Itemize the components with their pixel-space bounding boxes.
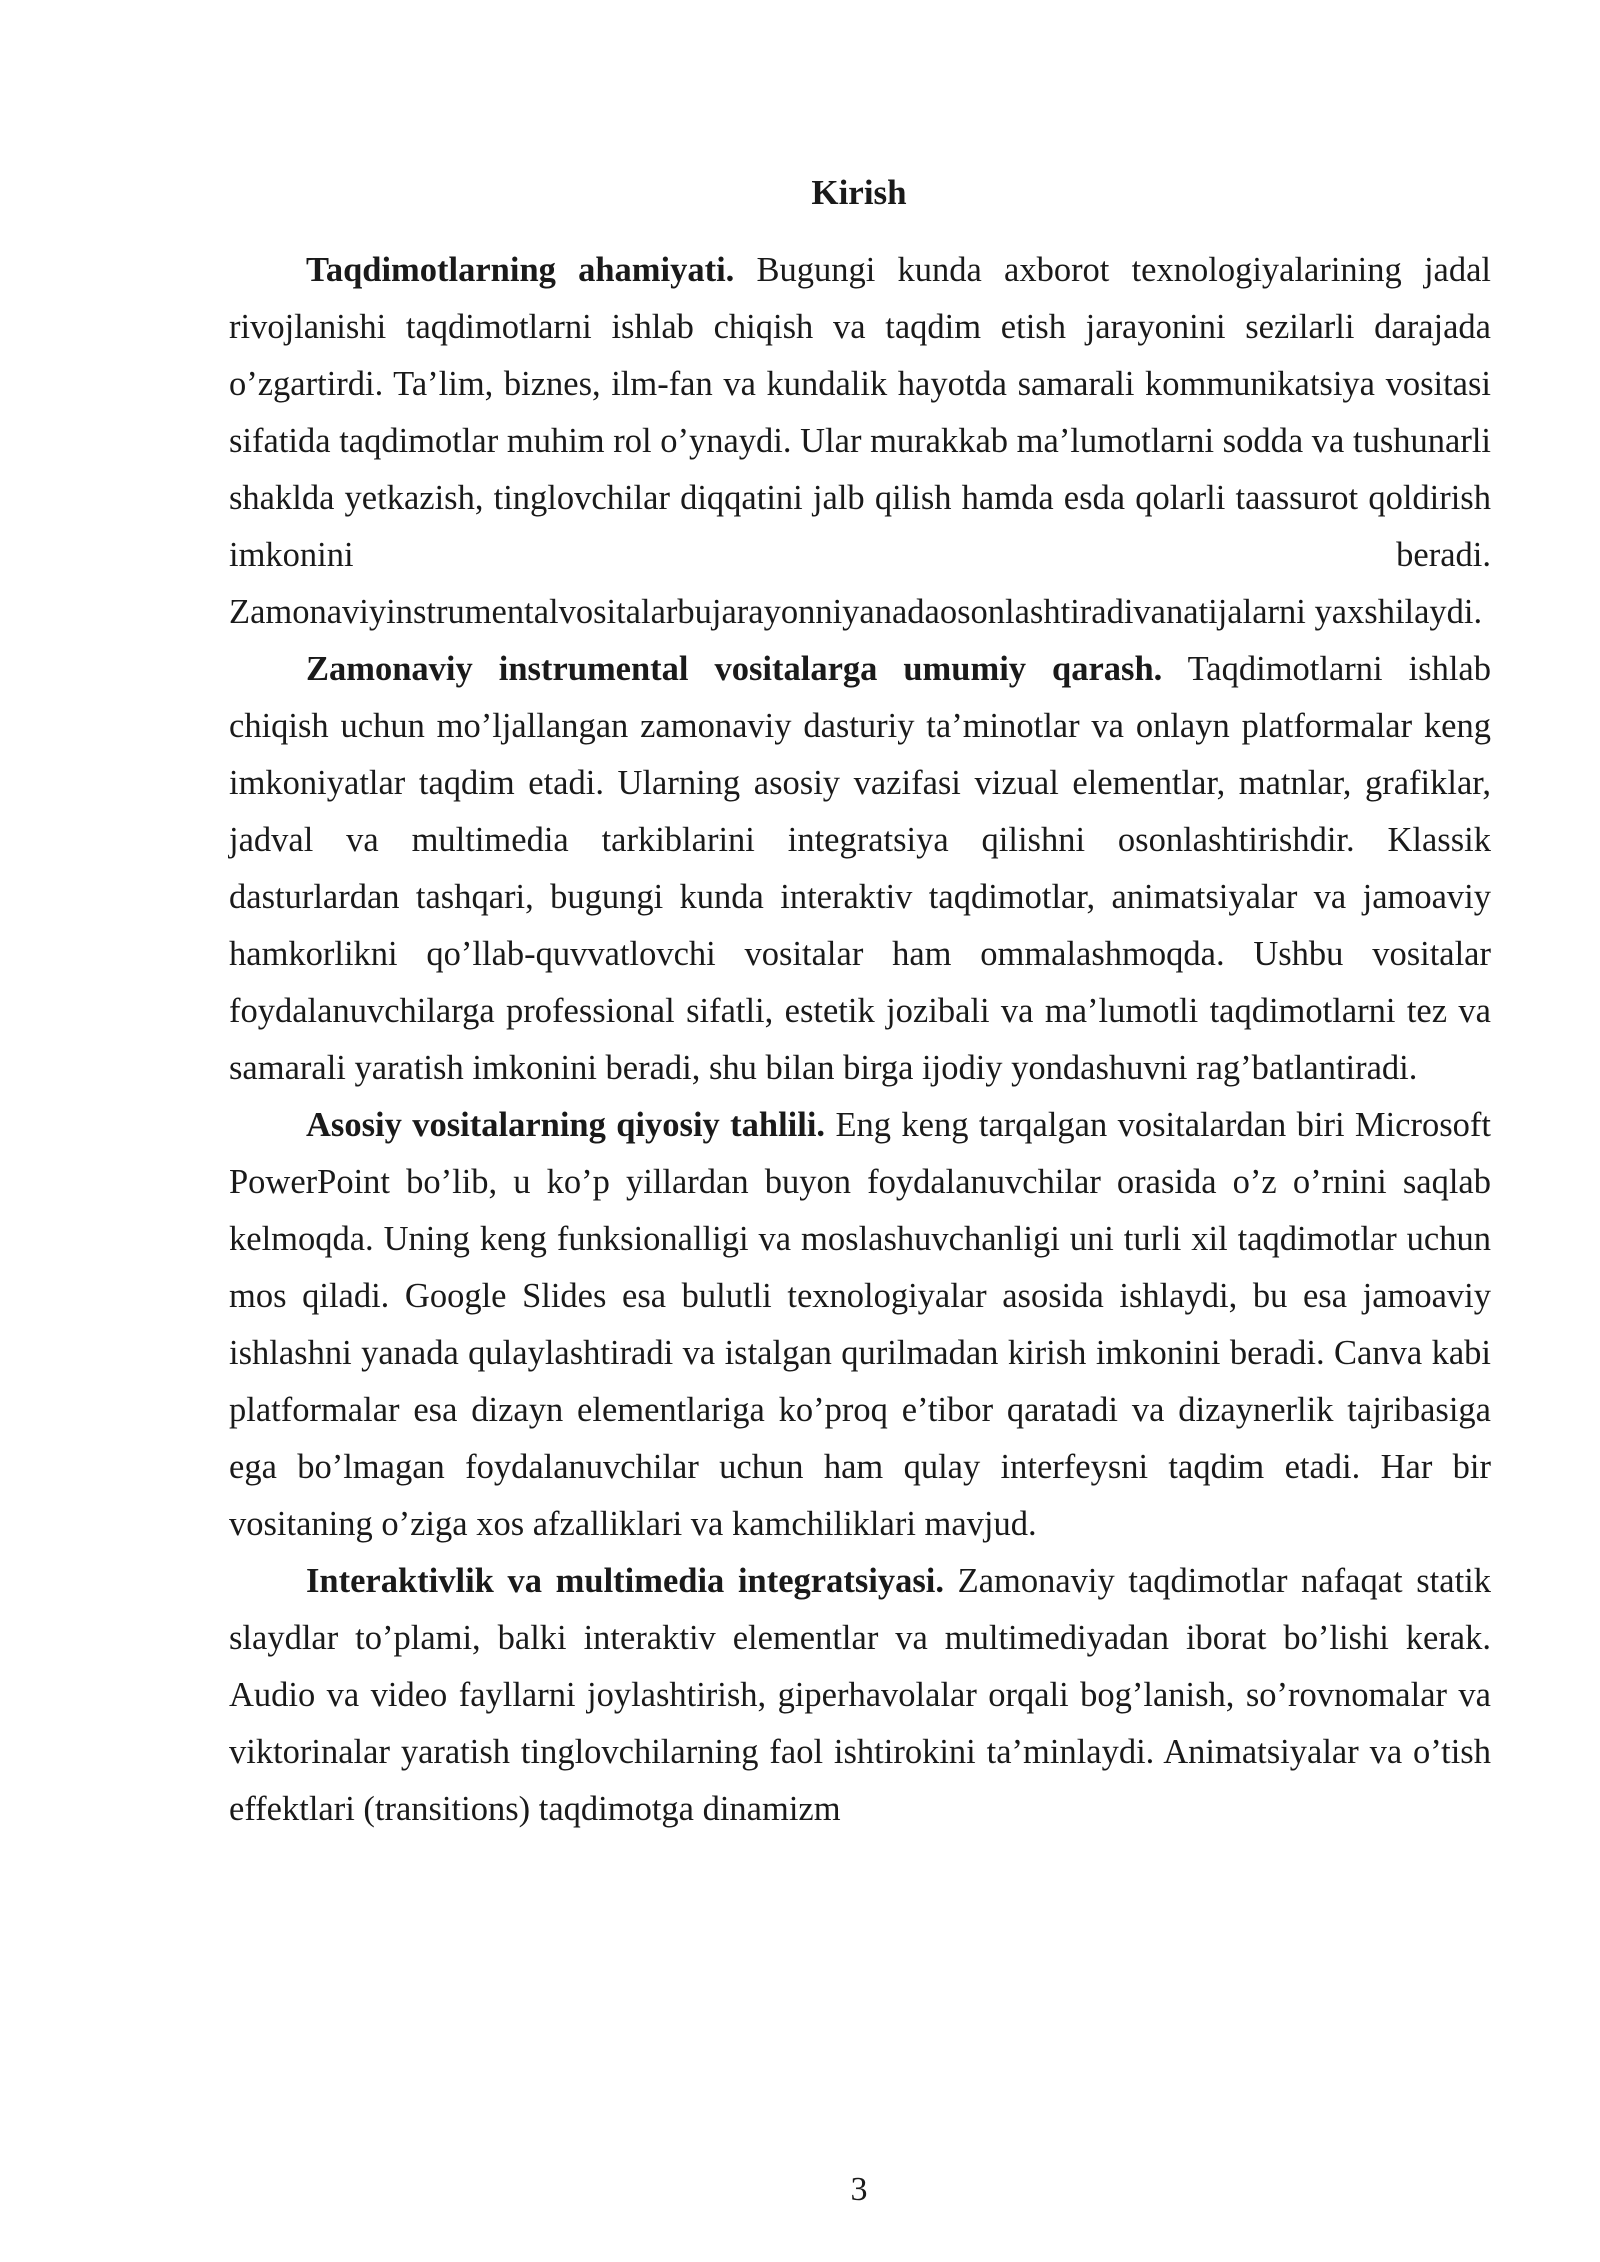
page-number: 3 xyxy=(850,2171,868,2208)
paragraph-umumiy-qarash xyxy=(229,641,1491,1097)
paragraph-body: Bugungi kunda axborot texnologiyalarining jadal rivojlanishi taqdimotlarni ishlab chiqish va taqdim etish jarayonini sezilarli darajada o’zgartirdi. Ta’lim, biznes, ilm-fan va kundalik hayotda samarali kommunikatsiya vositasi sifatida taqdimotlar muhim rol o’ynaydi. Ular murakkab ma’lumotlarni sodda va tushunarli shaklda yetkazish, tinglovchilar diqqatini jalb qilish hamda esda qolarli taassurot qoldirish imkonini beradi. Zamonaviyinstrumentalvositalarbujarayonniyanadaosonlashtiradivanatijalarni yaxshilaydi. xyxy=(229,251,1492,631)
paragraph-heading: Taqdimotlarning ahamiyati. xyxy=(306,251,735,289)
paragraph-body: Zamonaviy taqdimotlar nafaqat statik slaydlar to’plami, balki interaktiv elementlar va multimediyadan iborat bo’lishi kerak. Audio va video fayllarni joylashtirish, giperhavolalar orqali bog’lanish, so’rovnomalar va viktorinalar yaratish tinglovchilarning faol ishtirokini ta’minlaydi. Animatsiyalar va o’tish effektlari (transitions) taqdimotga dinamizm xyxy=(229,1562,1491,1828)
paragraph-body: Taqdimotlarni ishlab chiqish uchun mo’ljallangan zamonaviy dasturiy ta’minotlar va onlayn platformalar keng imkoniyatlar taqdim etadi. Ularning asosiy vazifasi vizual elementlar, matnlar, grafiklar, jadval va multimedia tarkiblarini integratsiya qilishni osonlashtirishdir. Klassik dasturlardan tashqari, bugungi kunda interaktiv taqdimotlar, animatsiyalar va jamoaviy hamkorlikni qo’llab-quvvatlovchi vositalar ham ommalashmoqda. Ushbu vositalar foydalanuvchilarga professional sifatli, estetik jozibali va ma’lumotli taqdimotlarni tez va samarali yaratish imkonini beradi, shu bilan birga ijodiy yondashuvni rag’batlantiradi. xyxy=(229,650,1491,1087)
body-text xyxy=(229,242,1491,1838)
paragraph-body: Eng keng tarqalgan vositalardan biri Microsoft PowerPoint bo’lib, u ko’p yillardan buyon foydalanuvchilar orasida o’z o’rnini saqlab kelmoqda. Uning keng funksionalligi va moslashuvchanligi uni turli xil taqdimotlar uchun mos qiladi. Google Slides esa bulutli texnologiyalar asosida ishlaydi, bu esa jamoaviy ishlashni yanada qulaylashtiradi va istalgan qurilmadan kirish imkonini beradi. Canva kabi platformalar esa dizayn elementlariga ko’proq e’tibor qaratadi va dizaynerlik tajribasiga ega bo’lmagan foydalanuvchilar uchun ham qulay interfeysni taqdim etadi. Har bir vositaning o’ziga xos afzalliklari va kamchiliklari mavjud. xyxy=(229,1106,1491,1543)
page-title: Kirish xyxy=(811,173,907,212)
paragraph-heading: Interaktivlik va multimedia integratsiyasi. xyxy=(306,1562,944,1600)
paragraph-heading: Zamonaviy instrumental vositalarga umumiy qarash. xyxy=(306,650,1163,688)
paragraph-qiyosiy-tahlil xyxy=(229,1097,1491,1553)
paragraph-ahamiyati xyxy=(229,242,1491,641)
paragraph-heading: Asosiy vositalarning qiyosiy tahlili. xyxy=(306,1106,826,1144)
paragraph-interaktivlik xyxy=(229,1553,1491,1838)
